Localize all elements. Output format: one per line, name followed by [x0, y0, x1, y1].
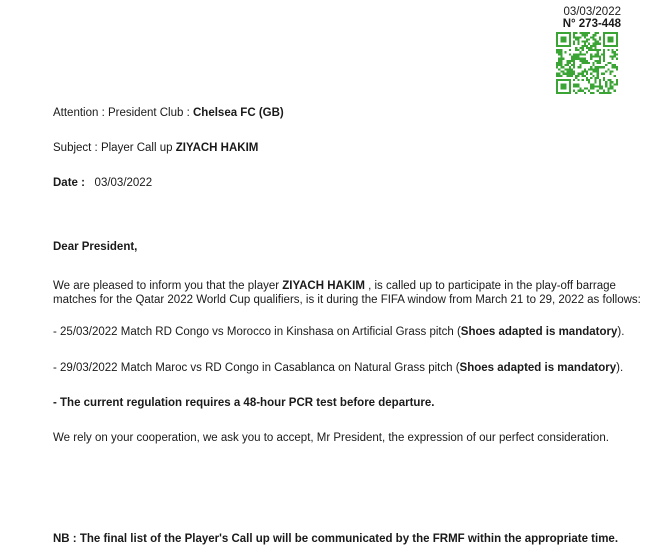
subject-player: ZIYACH HAKIM	[175, 142, 259, 154]
match-line-2	[53, 361, 623, 376]
date-line	[53, 176, 152, 191]
nb-note: NB : The final list of the Player's Call up will be communicated by the FRMF within the appropriate time.	[53, 533, 619, 545]
intro-line-1	[53, 279, 616, 294]
attention-line	[53, 106, 284, 121]
date-label: Date :	[53, 177, 85, 189]
intro-line-2: matches for the Qatar 2022 World Cup qualifiers, is it during the FIFA window from March 21 to 29, 2022 as follows:	[53, 294, 641, 306]
intro-part1: We are pleased to inform you that the player	[53, 280, 283, 292]
attention-prefix: Attention : President Club :	[53, 107, 193, 119]
reference-number: N° 273-448	[562, 18, 621, 30]
intro-part2: , is called up to participate in the play-off barrage	[364, 280, 616, 292]
match-2-note: Shoes adapted is mandatory	[459, 362, 617, 374]
subject-prefix: Subject : Player Call up	[53, 142, 176, 154]
match-line-1	[53, 325, 624, 340]
intro-player: ZIYACH HAKIM	[282, 280, 365, 292]
match-1-note: Shoes adapted is mandatory	[460, 326, 618, 338]
pcr-notice: - The current regulation requires a 48-hour PCR test before departure.	[53, 397, 435, 409]
match-2-text: - 29/03/2022 Match Maroc vs RD Congo in Casablanca on Natural Grass pitch (	[53, 362, 460, 374]
date-value: 03/03/2022	[94, 177, 153, 189]
qr-code-icon	[556, 32, 618, 94]
match-2-end: ).	[616, 362, 624, 374]
club-name: Chelsea FC (GB)	[193, 107, 284, 119]
header-date: 03/03/2022	[563, 6, 621, 18]
match-1-text: - 25/03/2022 Match RD Congo vs Morocco in Kinshasa on Artificial Grass pitch (	[53, 326, 461, 338]
subject-line	[53, 141, 258, 156]
salutation: Dear President,	[53, 241, 138, 253]
match-1-end: ).	[617, 326, 625, 338]
closing-line: We rely on your cooperation, we ask you to accept, Mr President, the expression of our perfect consideration.	[53, 432, 609, 444]
